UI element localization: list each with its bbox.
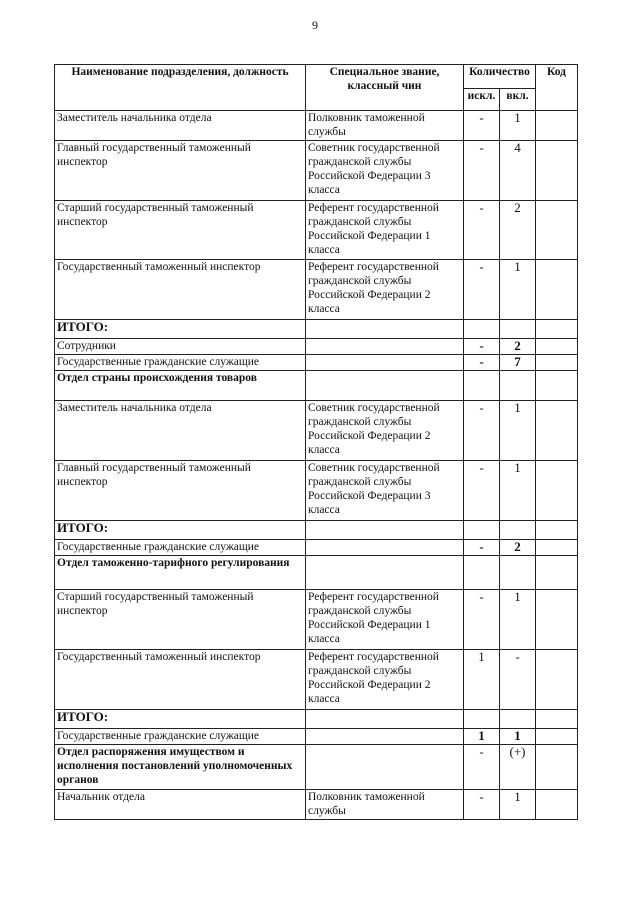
position-name: Государственные гражданские служащие bbox=[55, 729, 306, 745]
qty-included: 1 bbox=[500, 590, 536, 650]
position-name: Заместитель начальника отдела bbox=[55, 401, 306, 461]
header-quantity: Количество bbox=[464, 65, 536, 89]
qty-included: 2 bbox=[500, 339, 536, 355]
position-name: Старший государственный таможенный инспектор bbox=[55, 590, 306, 650]
code-cell bbox=[536, 111, 578, 141]
table-row bbox=[55, 355, 578, 371]
code-cell bbox=[536, 201, 578, 260]
qty-included: 1 bbox=[500, 260, 536, 320]
table-row bbox=[55, 371, 578, 401]
table-row bbox=[55, 401, 578, 461]
position-name: Главный государственный таможенный инспектор bbox=[55, 141, 306, 201]
table-row bbox=[55, 790, 578, 820]
position-name: Заместитель начальника отдела bbox=[55, 111, 306, 141]
qty-included: 4 bbox=[500, 141, 536, 201]
qty-excluded: - bbox=[464, 201, 500, 260]
qty-excluded: 1 bbox=[464, 729, 500, 745]
qty-excluded: - bbox=[464, 260, 500, 320]
table-row bbox=[55, 540, 578, 556]
qty-included: - bbox=[500, 650, 536, 710]
qty-excluded: - bbox=[464, 790, 500, 820]
position-name: Государственные гражданские служащие bbox=[55, 540, 306, 556]
code-cell bbox=[536, 260, 578, 320]
position-name: Государственные гражданские служащие bbox=[55, 355, 306, 371]
qty-excluded: - bbox=[464, 141, 500, 201]
qty-excluded: - bbox=[464, 355, 500, 371]
position-name: Старший государственный таможенный инспектор bbox=[55, 201, 306, 260]
qty-included: (+) bbox=[500, 745, 536, 790]
table-row bbox=[55, 556, 578, 590]
position-rank: Советник государственной гражданской службы Российской Федерации 3 класса bbox=[306, 141, 464, 201]
table-row bbox=[55, 650, 578, 710]
qty-excluded: - bbox=[464, 339, 500, 355]
code-cell bbox=[536, 401, 578, 461]
position-rank: Полковник таможенной службы bbox=[306, 790, 464, 820]
position-rank: Полковник таможенной службы bbox=[306, 111, 464, 141]
qty-excluded: - bbox=[464, 540, 500, 556]
position-name: Сотрудники bbox=[55, 339, 306, 355]
code-cell bbox=[536, 650, 578, 710]
table-row bbox=[55, 260, 578, 320]
code-cell bbox=[536, 461, 578, 521]
total-label: ИТОГО: bbox=[55, 710, 306, 729]
table-row bbox=[55, 201, 578, 260]
total-label: ИТОГО: bbox=[55, 320, 306, 339]
header-name: Наименование подразделения, должность bbox=[55, 65, 306, 111]
qty-excluded: - bbox=[464, 401, 500, 461]
table-row bbox=[55, 590, 578, 650]
qty-excluded: - bbox=[464, 461, 500, 521]
table-row bbox=[55, 729, 578, 745]
position-rank: Советник государственной гражданской службы Российской Федерации 3 класса bbox=[306, 461, 464, 521]
department-title: Отдел таможенно-тарифного регулирования bbox=[55, 556, 306, 590]
position-rank: Советник государственной гражданской службы Российской Федерации 2 класса bbox=[306, 401, 464, 461]
table-row bbox=[55, 111, 578, 141]
qty-excluded: 1 bbox=[464, 650, 500, 710]
qty-included: 7 bbox=[500, 355, 536, 371]
table-row bbox=[55, 745, 578, 790]
position-name: Главный государственный таможенный инспектор bbox=[55, 461, 306, 521]
header-code: Код bbox=[536, 65, 578, 111]
position-rank: Референт государственной гражданской службы Российской Федерации 1 класса bbox=[306, 590, 464, 650]
table-row bbox=[55, 339, 578, 355]
department-title: Отдел страны происхождения товаров bbox=[55, 371, 306, 401]
qty-excluded: - bbox=[464, 745, 500, 790]
table-row bbox=[55, 710, 578, 729]
qty-included: 1 bbox=[500, 401, 536, 461]
table-row bbox=[55, 320, 578, 339]
qty-included: 2 bbox=[500, 201, 536, 260]
header-rank: Специальное звание, классный чин bbox=[306, 65, 464, 111]
position-name: Государственный таможенный инспектор bbox=[55, 260, 306, 320]
qty-included: 1 bbox=[500, 461, 536, 521]
staffing-table bbox=[54, 64, 578, 820]
header-excluded: искл. bbox=[464, 89, 500, 111]
page-number: 9 bbox=[312, 18, 318, 32]
qty-included: 2 bbox=[500, 540, 536, 556]
table-row bbox=[55, 521, 578, 540]
position-rank: Референт государственной гражданской службы Российской Федерации 2 класса bbox=[306, 650, 464, 710]
header-included: вкл. bbox=[500, 89, 536, 111]
code-cell bbox=[536, 590, 578, 650]
table-row bbox=[55, 141, 578, 201]
department-title: Отдел распоряжения имуществом и исполнения постановлений уполномоченных органов bbox=[55, 745, 306, 790]
position-name: Государственный таможенный инспектор bbox=[55, 650, 306, 710]
position-name: Начальник отдела bbox=[55, 790, 306, 820]
qty-excluded: - bbox=[464, 111, 500, 141]
position-rank: Референт государственной гражданской службы Российской Федерации 1 класса bbox=[306, 201, 464, 260]
position-rank: Референт государственной гражданской службы Российской Федерации 2 класса bbox=[306, 260, 464, 320]
qty-excluded: - bbox=[464, 590, 500, 650]
code-cell bbox=[536, 790, 578, 820]
qty-included: 1 bbox=[500, 111, 536, 141]
total-label: ИТОГО: bbox=[55, 521, 306, 540]
table-row bbox=[55, 461, 578, 521]
qty-included: 1 bbox=[500, 790, 536, 820]
qty-included: 1 bbox=[500, 729, 536, 745]
code-cell bbox=[536, 141, 578, 201]
